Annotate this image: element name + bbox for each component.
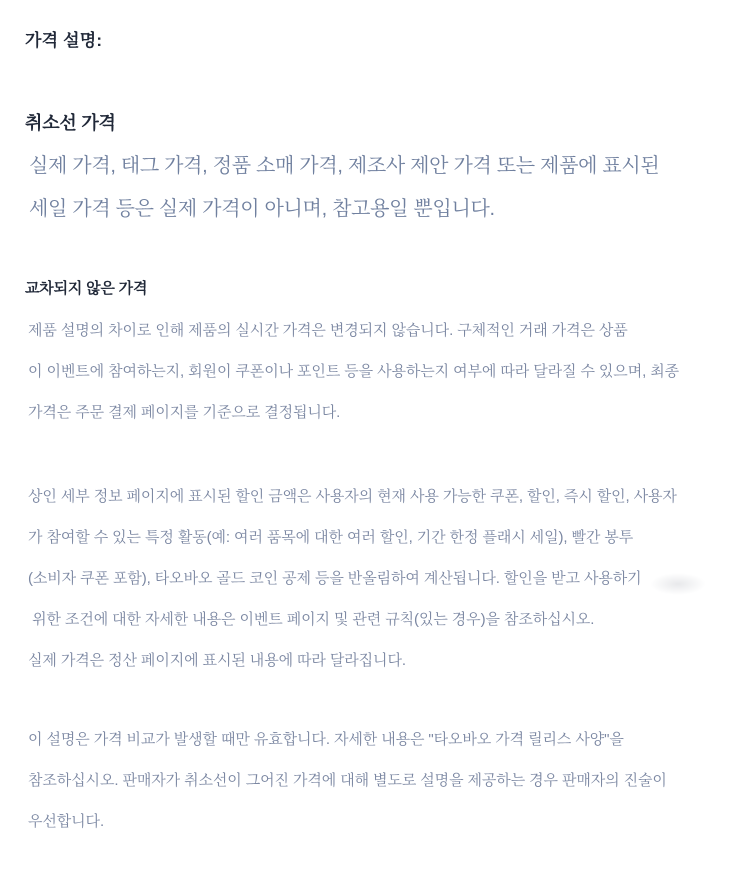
paragraph-line: 이 설명은 가격 비교가 발생할 때만 유효합니다. 자세한 내용은 "타오바오 가격 릴리스 사양"을 [28, 731, 624, 748]
description-line: 실제 가격, 태그 가격, 정품 소매 가격, 제조사 제안 가격 또는 제품에 표시된 [29, 155, 660, 177]
strikethrough-price-section [25, 109, 726, 231]
uncrossed-price-section [25, 277, 726, 842]
paragraph-line: 실제 가격은 정산 페이지에 표시된 내용에 따라 달라집니다. [28, 652, 406, 669]
realtime-price-paragraph [28, 310, 726, 433]
page-title: 가격 설명: [25, 31, 103, 50]
validity-paragraph [28, 719, 726, 842]
uncrossed-price-heading: 교차되지 않은 가격 [25, 280, 148, 297]
paragraph-line: 상인 세부 정보 페이지에 표시된 할인 금액은 사용자의 현재 사용 가능한 쿠폰, 할인, 즉시 할인, 사용자 [28, 488, 677, 505]
paragraph-line: 가 참여할 수 있는 특정 활동(예: 여러 품목에 대한 여러 할인, 기간 한정 플래시 세일), 빨간 봉투 [28, 529, 634, 546]
paragraph-line: 참조하십시오. 판매자가 취소선이 그어진 가격에 대해 별도로 설명을 제공하는 경우 판매자의 진술이 [28, 772, 667, 789]
paragraph-line: (소비자 쿠폰 포함), 타오바오 골드 코인 공제 등을 반올림하여 계산됩니다. 할인을 받고 사용하기 [28, 570, 642, 587]
paragraph-line: 이 이벤트에 참여하는지, 회원이 쿠폰이나 포인트 등을 사용하는지 여부에 따라 달라질 수 있으며, 최종 [28, 363, 680, 380]
paragraph-line: 가격은 주문 결제 페이지를 기준으로 결정됩니다. [28, 404, 341, 421]
discount-calculation-paragraph [28, 476, 726, 681]
strikethrough-price-description [29, 145, 726, 231]
strikethrough-price-heading: 취소선 가격 [25, 113, 116, 133]
paragraph-line: 위한 조건에 대한 자세한 내용은 이벤트 페이지 및 관련 규칙(있는 경우)을 참조하십시오. [28, 611, 595, 628]
paragraph-line: 우선합니다. [28, 813, 105, 830]
description-line: 세일 가격 등은 실제 가격이 아니며, 참고용일 뿐입니다. [29, 198, 495, 220]
paragraph-line: 제품 설명의 차이로 인해 제품의 실시간 가격은 변경되지 않습니다. 구체적인 거래 가격은 상품 [28, 322, 628, 339]
